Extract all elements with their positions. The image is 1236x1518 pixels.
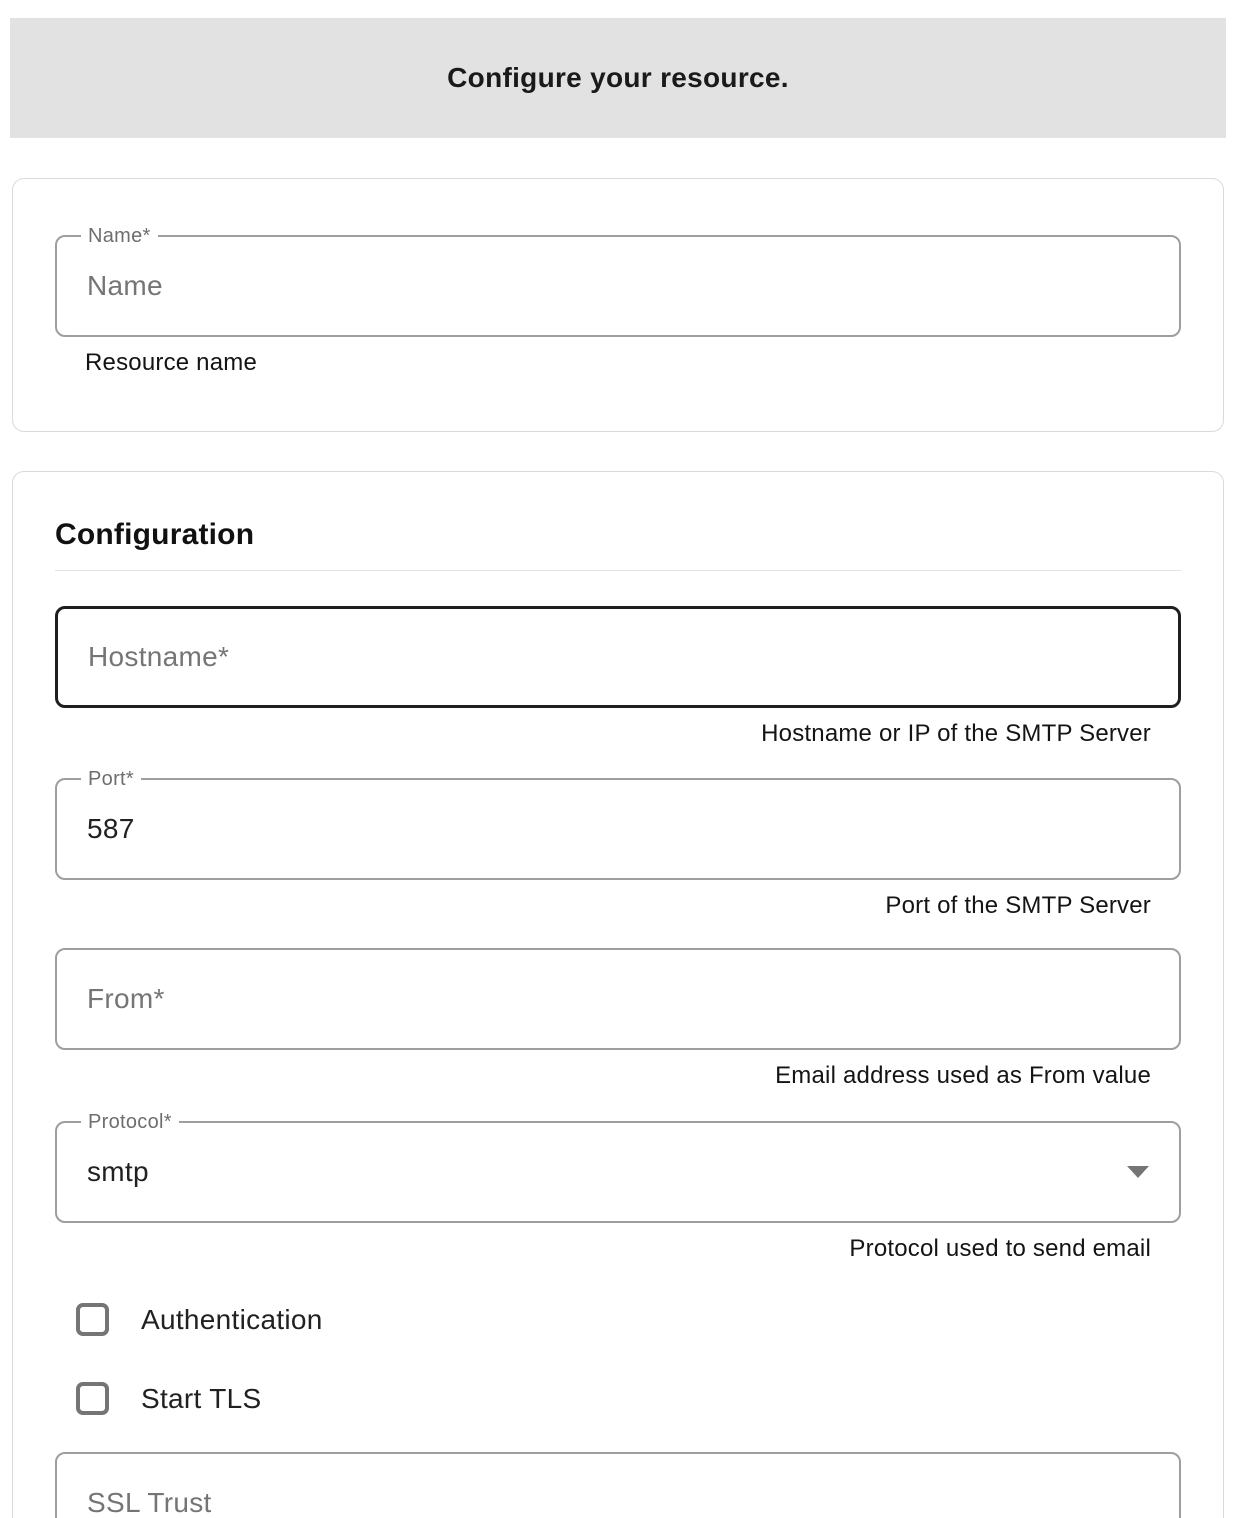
protocol-field-label: Protocol* [81, 1111, 179, 1133]
configure-resource-banner [10, 18, 1226, 138]
name-input[interactable] [87, 270, 1149, 302]
name-field-label: Name* [81, 225, 158, 247]
authentication-checkbox[interactable] [76, 1303, 109, 1336]
authentication-checkbox-label: Authentication [141, 1303, 323, 1335]
name-field [55, 225, 1181, 337]
port-helper-text: Port of the SMTP Server [885, 892, 1151, 919]
ssl-trust-field [55, 1452, 1181, 1518]
from-helper-text: Email address used as From value [775, 1062, 1151, 1089]
protocol-helper-text: Protocol used to send email [849, 1235, 1151, 1262]
start-tls-checkbox-row [76, 1382, 1181, 1415]
name-helper-text: Resource name [85, 349, 258, 376]
port-input[interactable] [87, 813, 1149, 845]
configuration-section-title: Configuration [55, 518, 255, 551]
from-field [55, 948, 1181, 1050]
from-input[interactable] [87, 983, 1149, 1015]
port-field-label: Port* [81, 768, 141, 790]
protocol-selected-value: smtp [87, 1156, 149, 1187]
hostname-field [55, 606, 1181, 708]
ssl-trust-input[interactable] [87, 1487, 1149, 1518]
authentication-checkbox-row [76, 1303, 1181, 1336]
configuration-card [12, 471, 1224, 1518]
hostname-input[interactable] [88, 641, 1148, 673]
start-tls-checkbox-label: Start TLS [141, 1382, 262, 1414]
chevron-down-icon [1127, 1166, 1149, 1178]
section-divider [55, 570, 1181, 571]
name-card [12, 178, 1224, 432]
port-field [55, 768, 1181, 880]
banner-title: Configure your resource. [447, 62, 789, 93]
hostname-helper-text: Hostname or IP of the SMTP Server [761, 720, 1151, 747]
protocol-select[interactable] [55, 1111, 1181, 1223]
start-tls-checkbox[interactable] [76, 1382, 109, 1415]
